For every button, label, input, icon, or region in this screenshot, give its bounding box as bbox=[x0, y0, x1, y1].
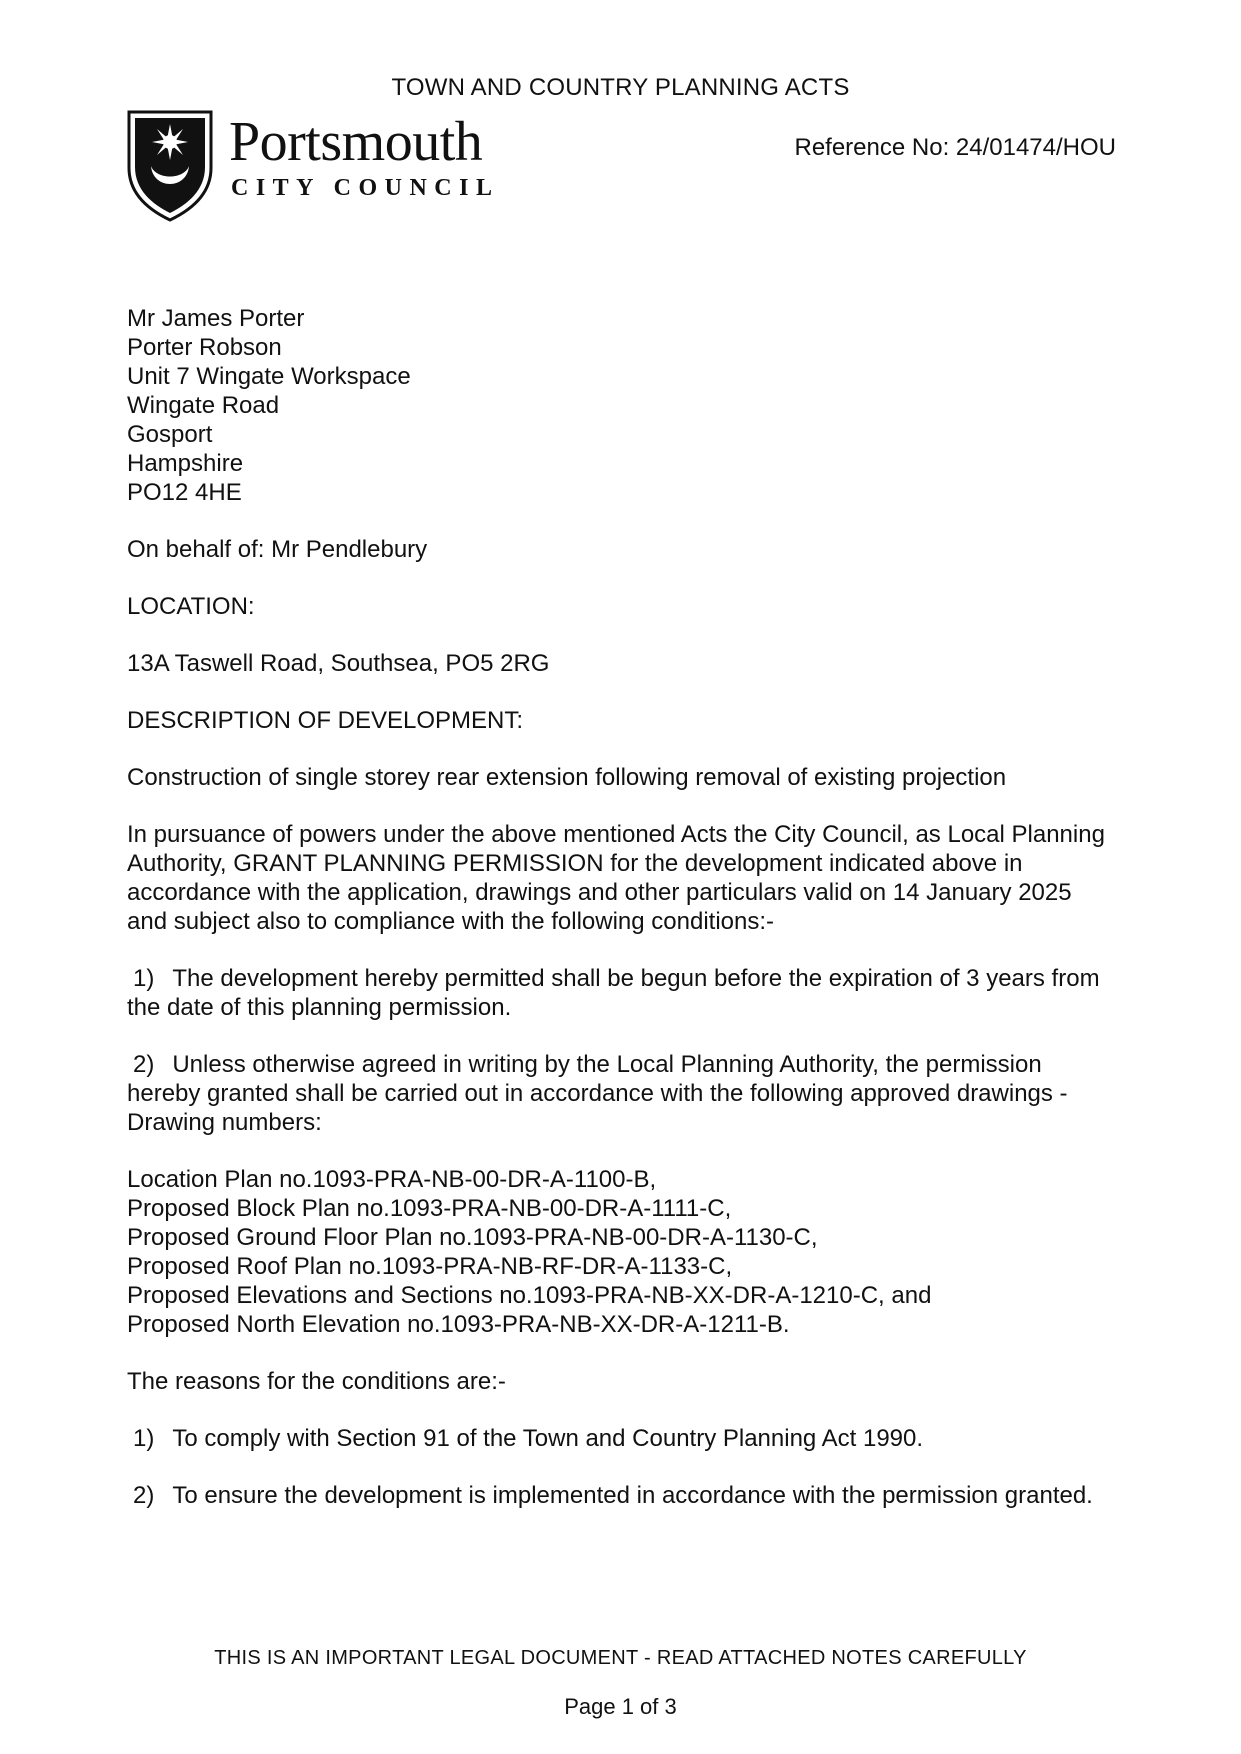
drawing-item: Proposed Ground Floor Plan no.1093-PRA-NB-00-DR-A-1130-C, bbox=[127, 1224, 818, 1251]
addressee-block bbox=[127, 304, 1117, 507]
drawing-item: Proposed Roof Plan no.1093-PRA-NB-RF-DR-A-1133-C, bbox=[127, 1253, 733, 1280]
reasons-heading: The reasons for the conditions are:- bbox=[127, 1368, 506, 1395]
drawing-item: Proposed North Elevation no.1093-PRA-NB-XX-DR-A-1211-B. bbox=[127, 1311, 790, 1338]
addressee-line: Mr James Porter bbox=[127, 305, 305, 332]
location-address: 13A Taswell Road, Southsea, PO5 2RG bbox=[127, 650, 550, 677]
development-heading: DESCRIPTION OF DEVELOPMENT: bbox=[127, 707, 524, 734]
on-behalf-of: On behalf of: Mr Pendlebury bbox=[127, 536, 428, 563]
reason-number: 1) bbox=[133, 1425, 155, 1452]
addressee-line: Wingate Road bbox=[127, 392, 280, 419]
reason-item bbox=[127, 1424, 1117, 1453]
addressee-line: PO12 4HE bbox=[127, 479, 242, 506]
council-name: Portsmouth bbox=[229, 111, 483, 173]
grant-paragraph: In pursuance of powers under the above mentioned Acts the City Council, as Local Planning Authority, GRANT PLANNING PERMISSION for the development indicated above in accordance with the application, drawings and other particulars valid on 14 January 2025 and subject also to compliance with the following conditions:- bbox=[127, 821, 1105, 935]
reference-number: Reference No: 24/01474/HOU bbox=[794, 134, 1116, 161]
location-heading: LOCATION: bbox=[127, 593, 255, 620]
shield-icon bbox=[127, 110, 213, 222]
addressee-line: Hampshire bbox=[127, 450, 244, 477]
condition-text: The development hereby permitted shall be begun before the expiration of 3 years from the date of this planning permission. bbox=[127, 965, 1100, 1021]
council-subtitle: CITY COUNCIL bbox=[231, 175, 500, 201]
condition-item bbox=[127, 1050, 1117, 1137]
drawings-list bbox=[127, 1165, 1117, 1339]
addressee-line: Gosport bbox=[127, 421, 213, 448]
reason-text: To ensure the development is implemented in accordance with the permission granted. bbox=[172, 1482, 1093, 1509]
condition-item bbox=[127, 964, 1117, 1022]
condition-number: 1) bbox=[133, 965, 155, 992]
legal-notice: THIS IS AN IMPORTANT LEGAL DOCUMENT - READ ATTACHED NOTES CAREFULLY bbox=[214, 1647, 1027, 1669]
condition-number: 2) bbox=[133, 1051, 155, 1078]
condition-text: Unless otherwise agreed in writing by the Local Planning Authority, the permission hereby granted shall be carried out in accordance with the following approved drawings - Drawing numbers: bbox=[127, 1051, 1068, 1136]
drawing-item: Proposed Block Plan no.1093-PRA-NB-00-DR-A-1111-C, bbox=[127, 1195, 732, 1222]
drawing-item: Proposed Elevations and Sections no.1093-PRA-NB-XX-DR-A-1210-C, and bbox=[127, 1282, 932, 1309]
development-description: Construction of single storey rear extension following removal of existing projection bbox=[127, 764, 1007, 791]
reason-number: 2) bbox=[133, 1482, 155, 1509]
letter-body bbox=[127, 304, 1117, 1538]
addressee-line: Porter Robson bbox=[127, 334, 282, 361]
reason-text: To comply with Section 91 of the Town and Country Planning Act 1990. bbox=[172, 1425, 924, 1452]
reason-item bbox=[127, 1481, 1117, 1510]
addressee-line: Unit 7 Wingate Workspace bbox=[127, 363, 411, 390]
page-number: Page 1 of 3 bbox=[564, 1694, 677, 1719]
document-heading: TOWN AND COUNTRY PLANNING ACTS bbox=[391, 74, 850, 101]
council-logo bbox=[127, 110, 507, 222]
drawing-item: Location Plan no.1093-PRA-NB-00-DR-A-1100-B, bbox=[127, 1166, 657, 1193]
